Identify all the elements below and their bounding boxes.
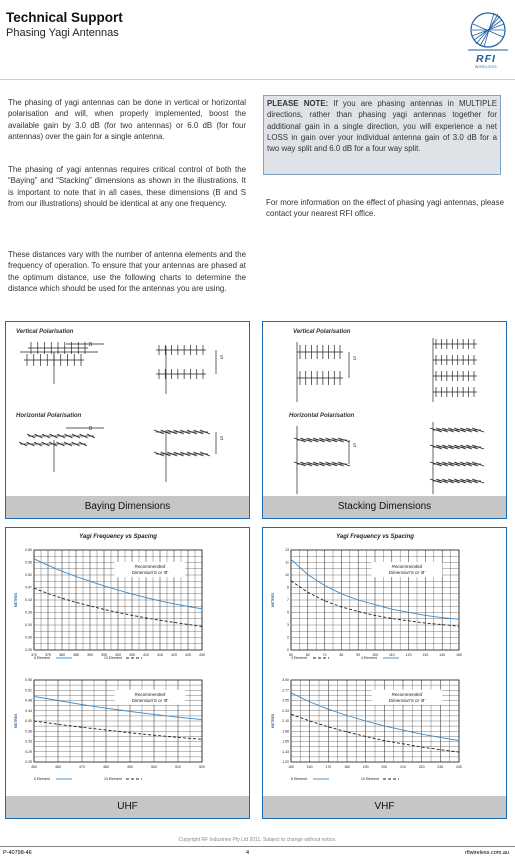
y-tick-label: 2.77 xyxy=(282,688,289,693)
data-point xyxy=(459,626,460,627)
baying-caption: Baying Dimensions xyxy=(6,496,249,518)
note-content xyxy=(267,98,497,154)
stacking-illustration xyxy=(263,322,506,497)
uhf-charts xyxy=(6,528,249,796)
data-point xyxy=(425,615,426,616)
y-tick-label: 0.44 xyxy=(25,708,32,713)
x-tick-label: 110 xyxy=(389,653,395,657)
y-tick-label: 0.39 xyxy=(25,610,32,615)
x-tick-label: 430 xyxy=(199,653,205,657)
y-axis-label: METRES xyxy=(14,592,18,608)
legend-label: 10 Element xyxy=(361,777,379,781)
y-tick-label: 0.47 xyxy=(25,585,32,590)
x-tick-label: 220 xyxy=(418,765,425,769)
annotation-line-2: Dimension'S or 'B' xyxy=(131,570,169,575)
page-number: 4 xyxy=(246,850,250,856)
data-point xyxy=(291,692,292,693)
x-tick-label: 80 xyxy=(339,653,344,657)
x-tick-label: 390 xyxy=(87,653,93,657)
data-point xyxy=(324,585,325,586)
data-point xyxy=(391,609,392,610)
data-point xyxy=(62,598,63,599)
data-point xyxy=(48,565,49,566)
data-point xyxy=(130,711,131,712)
data-point xyxy=(291,559,292,560)
stacking-label-vertical: Vertical Polarisation xyxy=(293,329,351,335)
data-point xyxy=(384,726,385,727)
data-point xyxy=(76,576,77,577)
data-point xyxy=(178,737,179,738)
x-tick-label: 375 xyxy=(45,653,51,657)
x-tick-label: 370 xyxy=(31,653,37,657)
y-tick-label: 0.51 xyxy=(25,688,32,693)
data-point xyxy=(307,574,308,575)
y-tick-label: 0.34 xyxy=(25,623,32,628)
document-reference: P-40798-46 xyxy=(3,850,32,856)
y-tick-label: 2.33 xyxy=(282,708,289,713)
legend-label: 4 Element xyxy=(361,656,377,660)
y-tick-label: 0.40 xyxy=(25,719,32,724)
legend-label: 10 Element xyxy=(104,656,122,660)
data-point xyxy=(341,593,342,594)
data-point xyxy=(90,605,91,606)
data-point xyxy=(202,626,203,627)
note-box xyxy=(263,95,501,175)
data-point xyxy=(178,717,179,718)
data-point xyxy=(391,618,392,619)
data-point xyxy=(154,714,155,715)
x-tick-label: 90 xyxy=(356,653,361,657)
stacking-dim-s-1: S xyxy=(353,356,357,362)
data-point xyxy=(58,700,59,701)
y-tick-label: 10 xyxy=(285,573,289,578)
y-tick-label: 8 xyxy=(287,585,289,590)
data-point xyxy=(82,704,83,705)
data-point xyxy=(76,602,77,603)
uhf-chart-lower xyxy=(14,678,205,781)
x-tick-label: 385 xyxy=(73,653,79,657)
y-tick-label: 0.26 xyxy=(25,648,32,653)
data-point xyxy=(328,709,329,710)
x-tick-label: 200 xyxy=(381,765,388,769)
data-point xyxy=(324,600,325,601)
y-tick-label: 0.30 xyxy=(25,635,32,640)
y-tick-label: 0 xyxy=(287,648,289,653)
y-axis-label: METRES xyxy=(271,592,275,608)
x-tick-label: 50 xyxy=(289,653,293,657)
x-tick-label: 130 xyxy=(422,653,429,657)
baying-label-vertical: Vertical Polarisation xyxy=(16,329,74,335)
data-point xyxy=(408,612,409,613)
x-tick-label: 190 xyxy=(362,765,369,769)
data-point xyxy=(154,735,155,736)
uhf-panel xyxy=(5,527,250,819)
annotation-line-2: Dimension'S or 'B' xyxy=(131,697,169,703)
data-point xyxy=(384,740,385,741)
y-tick-label: 2.10 xyxy=(282,719,289,724)
x-tick-label: 100 xyxy=(372,653,378,657)
y-tick-label: 13 xyxy=(285,548,289,553)
data-point xyxy=(375,604,376,605)
data-point xyxy=(62,571,63,572)
data-point xyxy=(328,726,329,727)
y-tick-label: 0.25 xyxy=(25,760,32,765)
vhf-chart-upper xyxy=(271,534,462,660)
data-point xyxy=(307,592,308,593)
data-point xyxy=(291,714,292,715)
legend-label: 3 Element xyxy=(291,656,307,660)
note-label: PLEASE NOTE: xyxy=(267,99,329,108)
annotation-line-1: Recommended xyxy=(134,564,166,569)
chart-title: Yagi Frequency vs Spacing xyxy=(336,534,414,540)
x-tick-label: 140 xyxy=(439,653,446,657)
data-point xyxy=(347,731,348,732)
contact-paragraph: For more information on the effect of phasing yagi antennas, please contact your nearest RFI office. xyxy=(266,198,504,219)
data-point xyxy=(160,620,161,621)
y-axis-label: METRES xyxy=(14,713,18,729)
vhf-charts xyxy=(263,528,506,796)
baying-dim-s-2: S xyxy=(220,436,224,442)
x-tick-label: 490 xyxy=(127,765,133,769)
data-point xyxy=(118,612,119,613)
stacking-label-horizontal: Horizontal Polarisation xyxy=(289,413,355,419)
data-point xyxy=(106,730,107,731)
data-point xyxy=(459,619,460,620)
logo-subtext: WIRELESS xyxy=(474,65,498,69)
data-point xyxy=(34,558,35,559)
annotation-line-1: Recommended xyxy=(134,691,166,697)
data-point xyxy=(291,580,292,581)
page-subtitle: Phasing Yagi Antennas xyxy=(6,27,119,39)
legend-label: 6 Element xyxy=(34,656,50,660)
data-point xyxy=(440,749,441,750)
x-tick-label: 150 xyxy=(456,653,462,657)
data-point xyxy=(358,600,359,601)
copyright-notice: Copyright RF Industries Pty Ltd 2011. Subject to change without notice. xyxy=(178,837,337,843)
data-point xyxy=(375,615,376,616)
data-point xyxy=(130,732,131,733)
y-tick-label: 0.33 xyxy=(25,739,32,744)
data-point xyxy=(34,588,35,589)
annotation-line-1: Recommended xyxy=(391,691,423,697)
legend-label: 6 Element xyxy=(34,777,50,781)
data-point xyxy=(358,611,359,612)
vhf-panel xyxy=(262,527,507,819)
data-point xyxy=(440,737,441,738)
data-point xyxy=(160,600,161,601)
x-tick-label: 380 xyxy=(59,653,65,657)
data-point xyxy=(132,615,133,616)
y-tick-label: 0.36 xyxy=(25,729,32,734)
x-tick-label: 470 xyxy=(79,765,85,769)
chart-title: Yagi Frequency vs Spacing xyxy=(79,534,157,540)
baying-illustration xyxy=(6,322,249,497)
data-point xyxy=(90,581,91,582)
x-tick-label: 120 xyxy=(405,653,412,657)
data-point xyxy=(118,590,119,591)
data-point xyxy=(82,727,83,728)
data-point xyxy=(146,597,147,598)
y-tick-label: 5 xyxy=(287,610,289,615)
intro-paragraph: The phasing of yagi antennas can be done in vertical or horizontal polarisation and will, when properly implemented, boost the available gain by 3.0 dB (for two antennas) or 6.0 dB (for four antennas) over the gain for a single antenna. xyxy=(8,98,246,141)
y-tick-label: 1.43 xyxy=(282,749,289,754)
annotation-line-1: Recommended xyxy=(391,564,423,569)
baying-dim-b-1: B xyxy=(89,342,93,348)
data-point xyxy=(459,740,460,741)
x-tick-label: 500 xyxy=(151,765,157,769)
y-tick-label: 0.60 xyxy=(25,548,32,553)
y-tick-label: 0.43 xyxy=(25,598,32,603)
footer-divider xyxy=(0,846,515,847)
y-tick-label: 3.00 xyxy=(282,678,289,683)
x-tick-label: 415 xyxy=(157,653,163,657)
x-tick-label: 180 xyxy=(344,765,350,769)
x-tick-label: 405 xyxy=(129,653,135,657)
x-tick-label: 210 xyxy=(400,765,406,769)
y-tick-label: 1.20 xyxy=(282,760,289,765)
x-tick-label: 160 xyxy=(306,765,313,769)
data-point xyxy=(341,606,342,607)
baying-label-horizontal: Horizontal Polarisation xyxy=(16,413,82,419)
data-point xyxy=(403,743,404,744)
annotation-line-2: Dimension'S or 'B' xyxy=(388,570,426,575)
x-tick-label: 510 xyxy=(175,765,181,769)
baying-dim-s-1: S xyxy=(220,355,224,361)
y-tick-label: 3 xyxy=(287,623,289,628)
x-tick-label: 425 xyxy=(185,653,191,657)
data-point xyxy=(132,594,133,595)
y-tick-label: 2 xyxy=(287,635,289,640)
data-point xyxy=(365,721,366,722)
data-point xyxy=(202,608,203,609)
y-tick-label: 11 xyxy=(285,560,289,565)
uhf-chart-upper xyxy=(14,534,205,660)
x-tick-label: 410 xyxy=(143,653,149,657)
vhf-chart-lower xyxy=(271,678,462,781)
data-point xyxy=(459,751,460,752)
data-point xyxy=(58,724,59,725)
y-axis-label: METRES xyxy=(271,713,275,729)
y-tick-label: 0.56 xyxy=(25,560,32,565)
data-point xyxy=(408,620,409,621)
y-tick-label: 7 xyxy=(287,598,289,603)
data-point xyxy=(174,603,175,604)
x-tick-label: 450 xyxy=(31,765,37,769)
data-point xyxy=(188,606,189,607)
data-point xyxy=(425,623,426,624)
data-point xyxy=(403,730,404,731)
data-point xyxy=(309,701,310,702)
x-tick-label: 150 xyxy=(288,765,294,769)
logo-text: RFI xyxy=(476,53,496,65)
data-point xyxy=(48,593,49,594)
vhf-caption: VHF xyxy=(263,796,506,818)
annotation-line-2: Dimension'S or 'B' xyxy=(388,697,426,703)
data-point xyxy=(106,708,107,709)
data-point xyxy=(104,585,105,586)
x-tick-label: 480 xyxy=(103,765,109,769)
website-link[interactable]: rfiwireless.com.au xyxy=(464,850,509,856)
y-tick-label: 0.29 xyxy=(25,749,32,754)
x-tick-label: 60 xyxy=(305,653,310,657)
data-point xyxy=(365,736,366,737)
data-point xyxy=(421,746,422,747)
y-tick-label: 0.55 xyxy=(25,678,32,683)
stacking-caption: Stacking Dimensions xyxy=(263,496,506,518)
stacking-panel xyxy=(262,321,507,519)
legend-label: 10 Element xyxy=(104,777,122,781)
y-tick-label: 2.55 xyxy=(282,698,289,703)
y-tick-label: 1.88 xyxy=(282,729,289,734)
note-text: If you are phasing antennas in MULTIPLE directions, rather than phasing yagi antennas together for additional gain in a single direction, you will experience a net LOSS in gain over your individual antenna gain of 3.0 dB for a two way split and 6.0 dB for a four way split. xyxy=(267,99,498,154)
x-tick-label: 520 xyxy=(199,765,205,769)
data-point xyxy=(309,721,310,722)
y-tick-label: 0.48 xyxy=(25,698,32,703)
y-tick-label: 1.65 xyxy=(282,739,289,744)
x-tick-label: 70 xyxy=(322,653,327,657)
page-title: Technical Support xyxy=(6,10,123,25)
data-point xyxy=(442,624,443,625)
data-point xyxy=(34,721,35,722)
x-tick-label: 240 xyxy=(456,765,462,769)
data-point xyxy=(347,715,348,716)
data-point xyxy=(34,696,35,697)
x-tick-label: 230 xyxy=(437,765,444,769)
baying-panel xyxy=(5,321,250,519)
charts-paragraph: These distances vary with the number of antenna elements and the frequency of operation. To ensure that your antennas are phased at the optimum distance, use the following charts to determine the distance which should be used for the antennas you are using. xyxy=(8,250,246,293)
data-point xyxy=(188,624,189,625)
data-point xyxy=(104,609,105,610)
stacking-dim-s-2: S xyxy=(353,443,357,449)
x-tick-label: 420 xyxy=(171,653,177,657)
data-point xyxy=(421,734,422,735)
x-tick-label: 460 xyxy=(55,765,61,769)
data-point xyxy=(174,622,175,623)
baying-dim-b-2: B xyxy=(89,426,93,432)
x-tick-label: 395 xyxy=(101,653,107,657)
data-point xyxy=(202,739,203,740)
x-tick-label: 400 xyxy=(115,653,121,657)
y-tick-label: 0.52 xyxy=(25,573,32,578)
uhf-caption: UHF xyxy=(6,796,249,818)
header-divider xyxy=(0,79,515,80)
dimensions-paragraph: The phasing of yagi antennas requires critical control of both the “Baying” and “Stacking” dimensions as shown in the illustrations. It is important to note that in all cases, these dimensions (B and S from our illustrations) should be identical at any one frequency. xyxy=(8,165,246,208)
x-tick-label: 170 xyxy=(325,765,332,769)
data-point xyxy=(202,719,203,720)
data-point xyxy=(442,617,443,618)
data-point xyxy=(146,617,147,618)
legend-label: 6 Element xyxy=(291,777,307,781)
